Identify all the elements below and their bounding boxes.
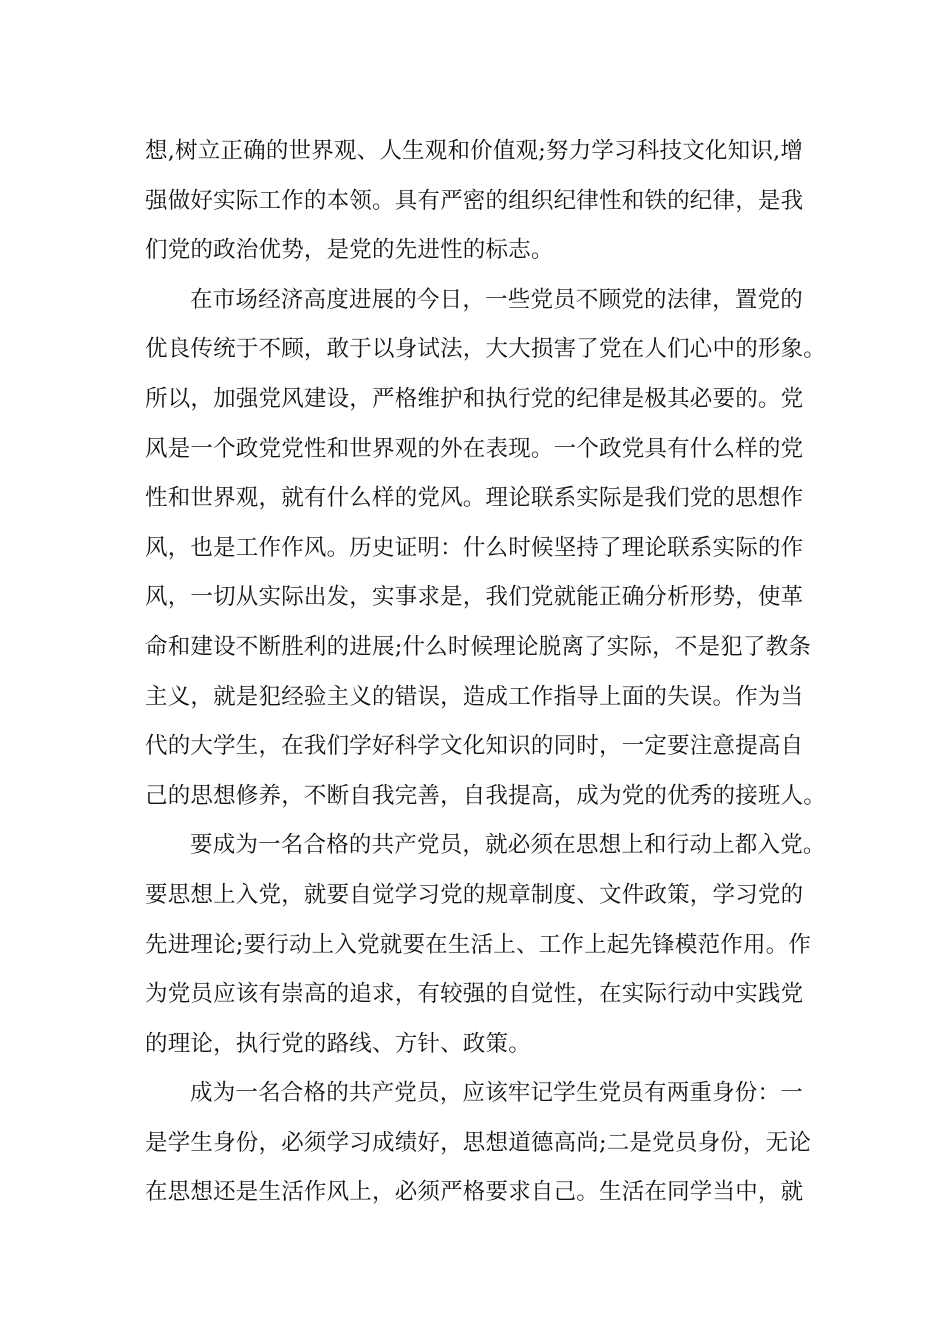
paragraph-3 bbox=[145, 821, 825, 1069]
text-line: 强做好实际工作的本领。具有严密的组织纪律性和铁的纪律，是我 bbox=[145, 187, 804, 214]
text-line: 代的大学生，在我们学好科学文化知识的同时，一定要注意提高自 bbox=[145, 733, 804, 760]
text-line: 风，一切从实际出发，实事求是，我们党就能正确分析形势，使革 bbox=[145, 584, 804, 611]
text-line: 是学生身份，必须学习成绩好，思想道德高尚;二是党员身份，无论 bbox=[145, 1129, 812, 1156]
text-line: 风是一个政党党性和世界观的外在表现。一个政党具有什么样的党 bbox=[145, 435, 804, 462]
text-line: 风，也是工作作风。历史证明：什么时候坚持了理论联系实际的作 bbox=[145, 534, 804, 561]
paragraph-2 bbox=[145, 276, 825, 822]
text-line-first: 成为一名合格的共产党员，应该牢记学生党员有两重身份：一 bbox=[190, 1080, 803, 1107]
text-line: 己的思想修养，不断自我完善，自我提高，成为党的优秀的接班人。 bbox=[145, 782, 827, 809]
text-line: 在思想还是生活作风上，必须严格要求自己。生活在同学当中，就 bbox=[145, 1179, 804, 1206]
document-body bbox=[145, 127, 825, 1218]
text-line: 命和建设不断胜利的进展;什么时候理论脱离了实际，不是犯了教条 bbox=[145, 633, 812, 660]
text-line: 要思想上入党，就要自觉学习党的规章制度、文件政策，学习党的 bbox=[145, 881, 804, 908]
text-line: 想,树立正确的世界观、人生观和价值观;努力学习科技文化知识,增 bbox=[145, 138, 804, 164]
text-line-first: 要成为一名合格的共产党员，就必须在思想上和行动上都入党。 bbox=[190, 832, 826, 859]
text-line: 性和世界观，就有什么样的党风。理论联系实际是我们党的思想作 bbox=[145, 485, 804, 512]
text-line: 先进理论;要行动上入党就要在生活上、工作上起先锋模范作用。作 bbox=[145, 931, 812, 958]
text-line: 优良传统于不顾，敢于以身试法，大大损害了党在人们心中的形象。 bbox=[145, 336, 827, 363]
paragraph-1 bbox=[145, 127, 825, 276]
text-line: 为党员应该有崇高的追求，有较强的自觉性，在实际行动中实践党 bbox=[145, 981, 804, 1008]
text-line: 们党的政治优势，是党的先进性的标志。 bbox=[145, 237, 554, 264]
text-line: 主义，就是犯经验主义的错误，造成工作指导上面的失误。作为当 bbox=[145, 683, 804, 710]
text-line: 所以，加强党风建设，严格维护和执行党的纪律是极其必要的。党 bbox=[145, 385, 804, 412]
paragraph-4 bbox=[145, 1069, 825, 1218]
text-line-first: 在市场经济高度进展的今日，一些党员不顾党的法律，置党的 bbox=[190, 286, 803, 313]
text-line: 的理论，执行党的路线、方针、政策。 bbox=[145, 1030, 531, 1057]
